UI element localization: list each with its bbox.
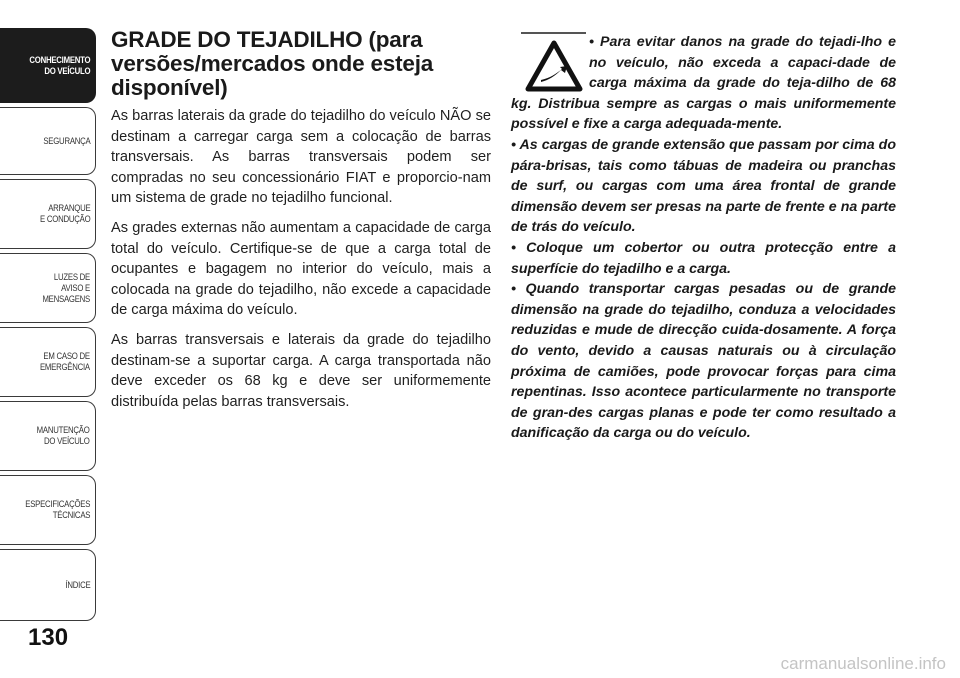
article-paragraph: As grades externas não aumentam a capacidade de carga total do veículo. Certifique-se de que a carga total de ocupantes e bagagem no interior do veículo, mais a colocada na grade do tejadilho, não excede a capacidade de carga máxima do veículo.: [111, 219, 491, 319]
article-paragraph: As barras laterais da grade do tejadilho do veículo NÃO se destinam a carregar carga sem a colocação de barras transversais. As barras transversais podem ser compradas no seu concessionário FIAT e proporcio-nam um sistema de grade no tejadilho funcional.: [111, 108, 491, 207]
warning-item: • Coloque um cobertor ou outra protecção entre a superfície do tejadilho e a carga.: [511, 239, 896, 277]
tab-seguranca[interactable]: SEGURANÇA: [0, 107, 96, 175]
tab-conhecimento-do-veiculo[interactable]: CONHECIMENTO DO VEÍCULO: [0, 28, 96, 103]
tab-especificacoes-tecnicas[interactable]: ESPECIFICAÇÕES TÉCNICAS: [0, 475, 96, 545]
warning-text: [511, 32, 896, 444]
warning-triangle-icon: [525, 40, 583, 92]
article-column: [111, 28, 491, 421]
tab-indice[interactable]: ÍNDICE: [0, 549, 96, 621]
tab-arranque-e-conducao[interactable]: ARRANQUE E CONDUÇÃO: [0, 179, 96, 249]
tab-manutencao-do-veiculo[interactable]: MANUTENÇÃO DO VEÍCULO: [0, 401, 96, 471]
warning-rule: [521, 32, 586, 34]
warning-item: • As cargas de grande extensão que passam por cima do pára-brisas, tais como tábuas de madeira ou pranchas de surf, ou cargas com uma área frontal de grande dimensão devem ser presas na parte de frente e na parte de trás do veículo.: [511, 136, 896, 236]
chapter-sidebar: [0, 0, 100, 640]
watermark: carmanualsonline.info: [780, 654, 946, 673]
warning-box: [511, 32, 896, 444]
article-title: GRADE DO TEJADILHO (para versões/mercados onde esteja disponível): [111, 27, 434, 100]
warning-item: • Quando transportar cargas pesadas ou de grande dimensão na grade do tejadilho, conduza a velocidades reduzidas e mude de direcção cuida-dosamente. A força do vento, devido a causas naturais ou à circulação próxima de camiões, pode provocar forças para cima repentinas. Isso acontece particularmente no transporte de gran-des cargas planas e pode ter como resultado a danificação da carga ou do veículo.: [511, 281, 896, 442]
page-number: 130: [28, 624, 69, 651]
tab-em-caso-de-emergencia[interactable]: EM CASO DE EMERGÊNCIA: [0, 327, 96, 397]
tab-luzes-de-aviso[interactable]: LUZES DE AVISO E MENSAGENS: [0, 253, 96, 323]
article-paragraph: As barras transversais e laterais da grade do tejadilho destinam-se a suportar carga. A carga transportada não deve exceder os 68 kg e deve ser uniformemente distribuída pelas barras transversais.: [111, 331, 491, 410]
warning-item: • Para evitar danos na grade do tejadi-lho e no veículo, não exceda a capaci-dade de carga máxima da grade do teja-dilho de 68 kg. Distribua sempre as cargas o mais uniformemente possível e fixe a carga adequada-mente.: [511, 34, 896, 133]
